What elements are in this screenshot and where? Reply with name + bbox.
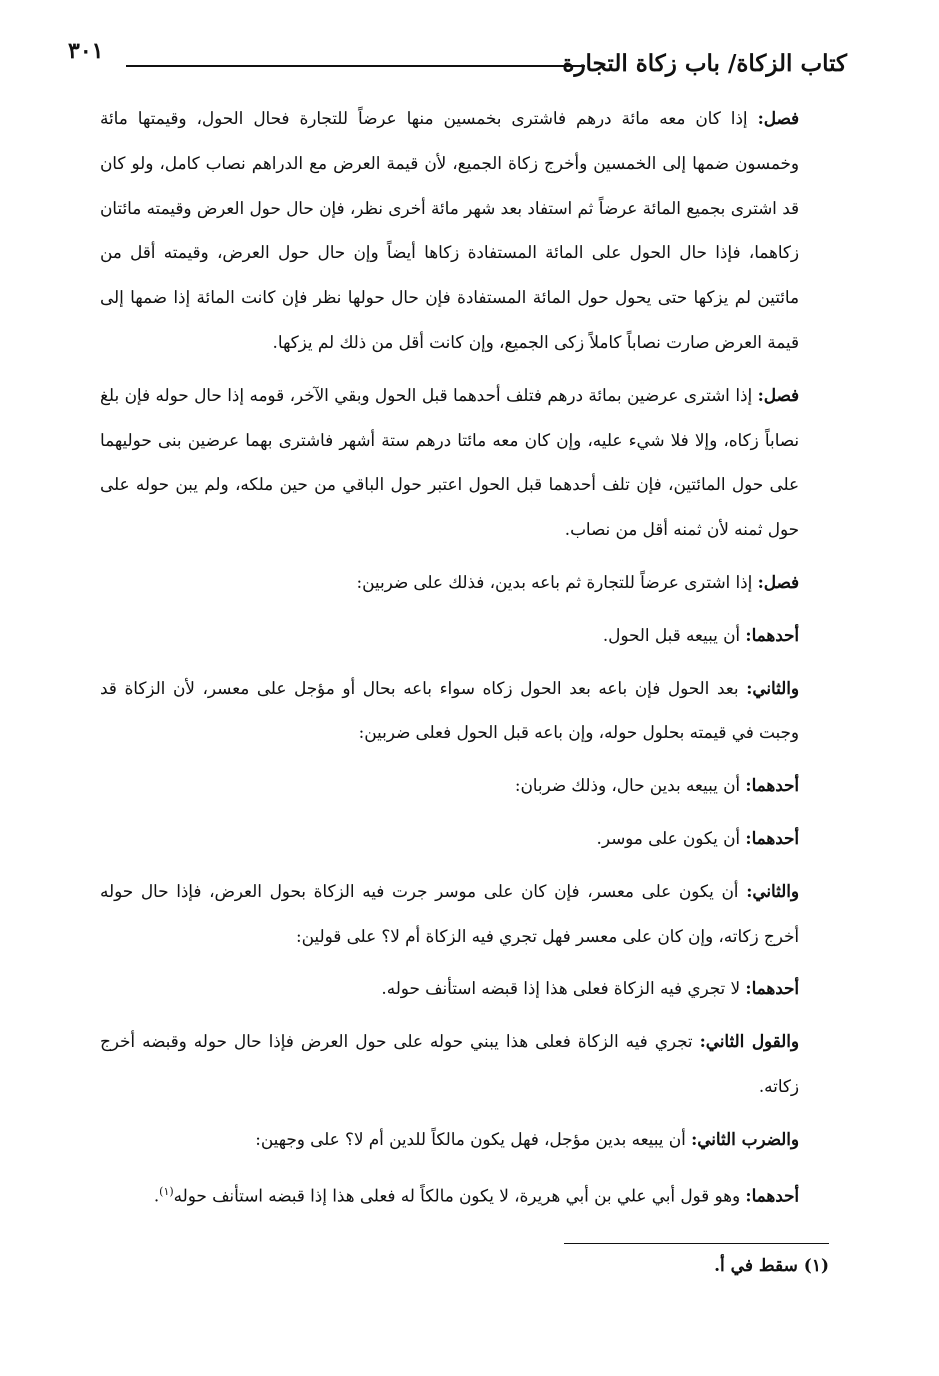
page-header (68, 34, 847, 90)
footnote-ref: (١) (159, 1184, 174, 1198)
paragraph-lead: والثاني: (746, 677, 799, 698)
paragraph-text: وهو قول أبي علي بن أبي هريرة، لا يكون مالكاً له فعلى هذا إذا قبضه استأنف حوله (173, 1185, 746, 1206)
paragraph-lead: أحدهما: (745, 624, 799, 645)
footnote: (١) سقط في أ. (714, 1256, 829, 1276)
paragraph-tail: . (153, 1185, 160, 1206)
paragraph-5 (100, 666, 829, 756)
paragraph-lead: والثاني: (746, 880, 799, 901)
paragraph-2 (100, 373, 829, 552)
paragraph-12 (100, 1170, 829, 1218)
paragraph-6 (100, 763, 829, 808)
paragraph-lead: أحدهما: (745, 978, 799, 999)
running-title: كتاب الزكاة/ باب زكاة التجارة (562, 50, 847, 77)
paragraph-lead: أحدهما: (745, 1185, 799, 1206)
paragraph-9 (100, 966, 829, 1011)
paragraph-text: إذا اشترى عرضين بمائة درهم فتلف أحدهما قبل الحول وبقي الآخر، قومه إذا حال حوله فإن بلغ نصاباً زكاه، وإلا فلا شيء عليه، وإن كان معه مائتا درهم ستة أشهر فاشترى بهما عرضين بنى حوليهما على حول المائتين، فإن تلف أحدهما قبل الحول اعتبر حول الباقي من حين ملكه، ولم يبن حوله على حول ثمنه لأن ثمنه أقل من نصاب. (100, 384, 799, 540)
paragraph-lead: أحدهما: (745, 827, 799, 848)
body-text (100, 96, 829, 1218)
paragraph-8 (100, 869, 829, 959)
paragraph-text: أن يبيعه بدين حال، وذلك ضربان: (514, 775, 746, 796)
paragraph-text: تجري فيه الزكاة فعلى هذا يبني حوله على حول العرض فإذا حال حوله وقبضه أخرج زكاته. (100, 1031, 799, 1096)
page-number: ٣٠١ (68, 38, 104, 64)
paragraph-1 (100, 96, 829, 365)
header-rule (126, 65, 585, 67)
paragraph-3 (100, 560, 829, 605)
paragraph-text: إذا كان معه مائة درهم فاشترى بخمسين منها عرضاً للتجارة فحال الحول، وقيمتها مائة وخمسون ضمها إلى الخمسين وأخرج زكاة الجميع، لأن قيمة العرض مع الدراهم نصاب كامل، ولو كان قد اشترى بجميع المائة عرضاً ثم استفاد بعد شهر مائة أخرى نظر، فإن حال حول العرض وقيمته مائتان زكاهما، فإذا حال الحول على المائة المستفادة زكاها أيضاً وإن حال حول العرض، وقيمته أقل من مائتين لم يزكها حتى يحول حول المائة المستفادة فإن حال حولها نظر فإن كانت المائة إذا ضمها إلى قيمة العرض صارت نصاباً كاملاً زكى الجميع، وإن كانت أقل من ذلك لم يزكها. (100, 108, 799, 352)
paragraph-lead: والضرب الثاني: (691, 1128, 799, 1149)
paragraph-4 (100, 613, 829, 658)
paragraph-10 (100, 1019, 829, 1109)
paragraph-text: أن يبيعه قبل الحول. (602, 624, 746, 645)
paragraph-lead: أحدهما: (745, 775, 799, 796)
paragraph-text: أن يبيعه بدين مؤجل، فهل يكون مالكاً للدين أم لا؟ على وجهين: (255, 1128, 692, 1149)
paragraph-text: لا تجري فيه الزكاة فعلى هذا إذا قبضه استأنف حوله. (381, 978, 746, 999)
paragraph-lead: فصل: (757, 108, 799, 128)
paragraph-text: إذا اشترى عرضاً للتجارة ثم باعه بدين، فذلك على ضربين: (356, 571, 758, 592)
paragraph-lead: والقول الثاني: (699, 1031, 799, 1052)
paragraph-text: أن يكون على موسر. (596, 827, 746, 848)
paragraph-text: أن يكون على معسر، فإن كان على موسر جرت فيه الزكاة بحول العرض، فإذا حال حوله أخرج زكاته، وإن كان على معسر فهل تجري فيه الزكاة أم لا؟ على قولين: (100, 880, 799, 946)
paragraph-11 (100, 1117, 829, 1162)
footnote-rule (564, 1243, 829, 1244)
paragraph-lead: فصل: (757, 384, 799, 405)
paragraph-lead: فصل: (757, 571, 799, 592)
paragraph-text: بعد الحول فإن باعه بعد الحول زكاه سواء باعه بحال أو مؤجل على معسر، لأن الزكاة قد وجبت في قيمته بحلول حوله، وإن باعه قبل الحول فعلى ضربين: (100, 677, 799, 743)
paragraph-7 (100, 816, 829, 861)
